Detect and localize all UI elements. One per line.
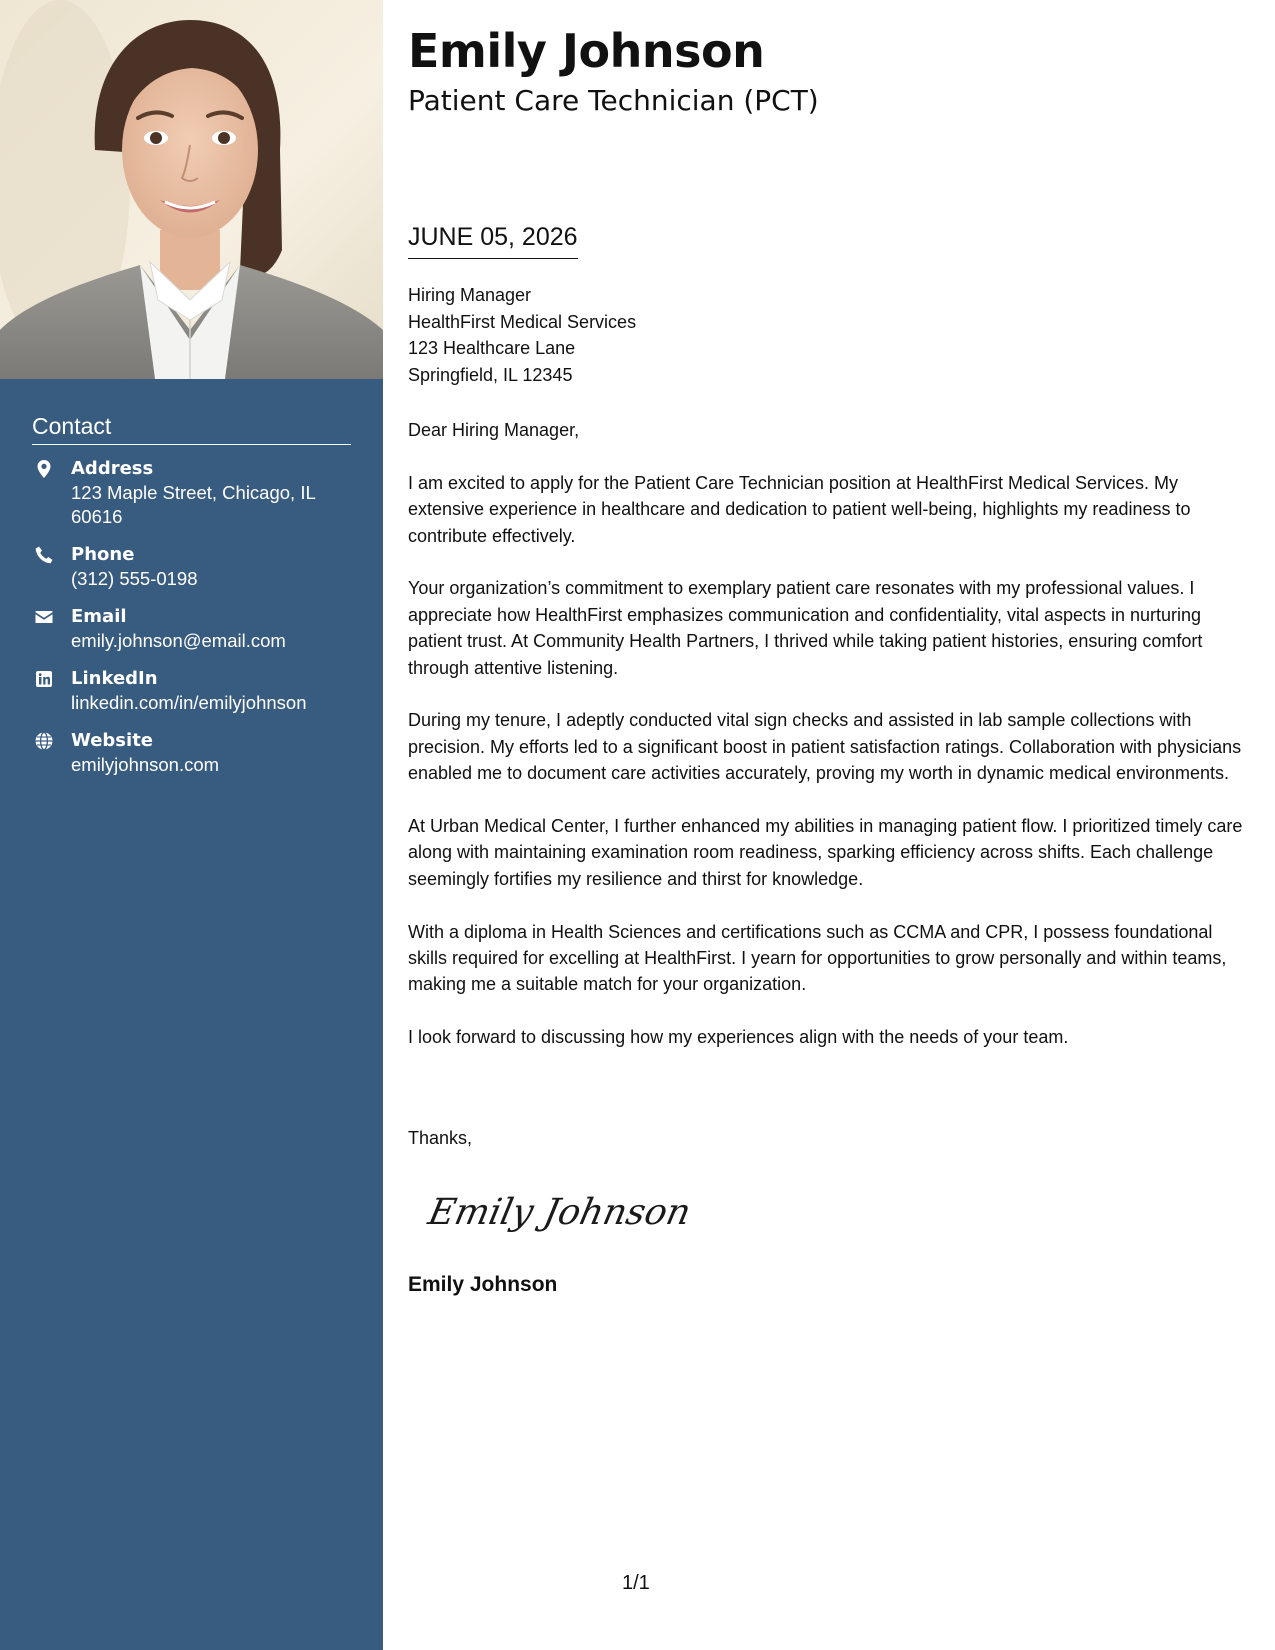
linkedin-value[interactable]: linkedin.com/in/emilyjohnson: [71, 692, 307, 713]
recipient-line: 123 Healthcare Lane: [408, 338, 576, 358]
date-block: [408, 223, 578, 259]
contact-item-phone: [32, 543, 351, 591]
sidebar: [0, 0, 383, 1650]
signature-image: [424, 1180, 695, 1240]
phone-value[interactable]: (312) 555-0198: [71, 568, 198, 589]
phone-icon: [34, 545, 54, 565]
linkedin-label: LinkedIn: [71, 668, 158, 689]
applicant-name: Emily Johnson: [408, 24, 765, 78]
contact-item-email: [32, 605, 351, 653]
signer-name: Emily Johnson: [408, 1273, 558, 1296]
contact-item-linkedin: [32, 667, 351, 715]
page-number: 1/1: [622, 1572, 650, 1594]
letter-body: [408, 417, 1250, 1077]
address-label: Address: [71, 458, 154, 479]
contact-item-website: [32, 729, 351, 777]
contact-item-address: [32, 457, 351, 529]
address-value: 123 Maple Street, Chicago, IL 60616: [71, 482, 316, 527]
letter-date: JUNE 05, 2026: [408, 223, 578, 259]
recipient-line: HealthFirst Medical Services: [408, 311, 637, 332]
body-paragraph: At Urban Medical Center, I further enhanced my abilities in managing patient flow. I prioritized timely care along with maintaining examination room readiness, sparking efficiency across shifts. Each challenge seemingly fortifies my resilience and thirst for knowledge.: [408, 816, 1243, 889]
body-paragraph: Your organization’s commitment to exemplary patient care resonates with my professional values. I appreciate how HealthFirst emphasizes communication and confidentiality, vital aspects in nurturing patient trust. At Community Health Partners, I thrived while taking patient histories, ensuring comfort through attentive listening.: [408, 578, 1203, 678]
recipient-address: [408, 282, 636, 388]
phone-label: Phone: [71, 544, 135, 565]
job-title: Patient Care Technician (PCT): [408, 84, 819, 117]
profile-photo: [0, 0, 383, 379]
envelope-icon: [34, 607, 54, 627]
website-value[interactable]: emilyjohnson.com: [71, 754, 220, 775]
email-value[interactable]: emily.johnson@email.com: [71, 630, 286, 651]
globe-icon: [34, 731, 54, 751]
recipient-line: Hiring Manager: [408, 285, 532, 305]
signature-text: Emily Johnson: [424, 1190, 695, 1233]
body-paragraph: With a diploma in Health Sciences and certifications such as CCMA and CPR, I possess foundational skills required for excelling at HealthFirst. I yearn for opportunities to grow personally and within teams, making me a suitable match for your organization.: [408, 921, 1227, 995]
email-label: Email: [71, 606, 127, 627]
website-label: Website: [71, 730, 154, 751]
recipient-line: Springfield, IL 12345: [408, 364, 573, 385]
contact-section: [32, 413, 351, 791]
body-paragraph: I look forward to discussing how my experiences align with the needs of your team.: [408, 1027, 1069, 1048]
linkedin-icon: [34, 669, 54, 689]
body-paragraph: During my tenure, I adeptly conducted vital sign checks and assisted in lab sample collections with precision. My efforts led to a significant boost in patient satisfaction ratings. Collaboration with physicians enabled me to document care activities accurately, proving my worth in dynamic medical environments.: [408, 710, 1242, 784]
salutation: Dear Hiring Manager,: [408, 420, 580, 440]
contact-heading: Contact: [32, 413, 351, 445]
body-paragraph: I am excited to apply for the Patient Care Technician position at HealthFirst Medical Services. My extensive experience in healthcare and dedication to patient well-being, highlights my readiness to contribute effectively.: [408, 472, 1191, 546]
closing: Thanks,: [408, 1128, 473, 1148]
map-pin-icon: [34, 459, 54, 479]
